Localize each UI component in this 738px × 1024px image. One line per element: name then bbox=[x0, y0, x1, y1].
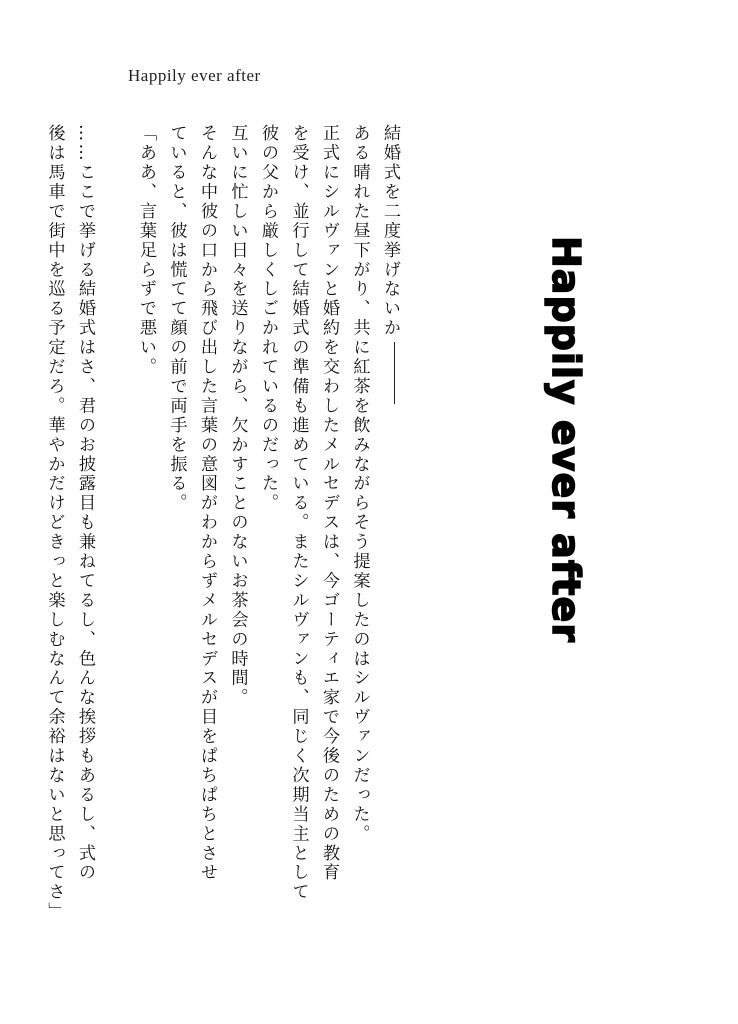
em-dash bbox=[394, 342, 395, 404]
chapter-title: Happily ever after bbox=[544, 236, 588, 644]
paragraph: 「ああ、言葉足らずで悪い。 bbox=[136, 124, 156, 377]
paragraph: 互いに忙しい日々を送りながら、欠かすことのないお茶会の時間。 bbox=[227, 124, 248, 708]
paragraph: を受け、並行して結婚式の準備も進めている。またシルヴァンも、同じく次期当主として bbox=[288, 124, 309, 902]
paragraph: ……ここで挙げる結婚式はさ、君のお披露目も兼ねてるし、色んな挨拶もあるし、式の bbox=[75, 124, 95, 883]
paragraph: ある晴れた昼下がり、共に紅茶を飲みながらそう提案したのはシルヴァンだった。 bbox=[349, 124, 370, 844]
paragraph: 後は馬車で街中を巡る予定だろ。華やかだけどきっと楽しむなんて余裕はないと思ってさ」 bbox=[44, 124, 65, 922]
paragraph: そんな中彼の口から飛び出した言葉の意図がわからずメルセデスが目をぱちぱちとさせ bbox=[197, 124, 217, 883]
paragraph: 彼の父から厳しくしごかれているのだった。 bbox=[258, 124, 278, 513]
paragraph: 正式にシルヴァンと婚約を交わしたメルセデスは、今ゴーティエ家で今後のための教育 bbox=[319, 124, 339, 883]
running-header: Happily ever after bbox=[128, 66, 261, 85]
paragraph: ていると、彼は慌てて顔の前で両手を振る。 bbox=[166, 124, 187, 513]
body-text bbox=[39, 124, 405, 924]
paragraph: 結婚式を二度挙げないか bbox=[375, 124, 406, 924]
